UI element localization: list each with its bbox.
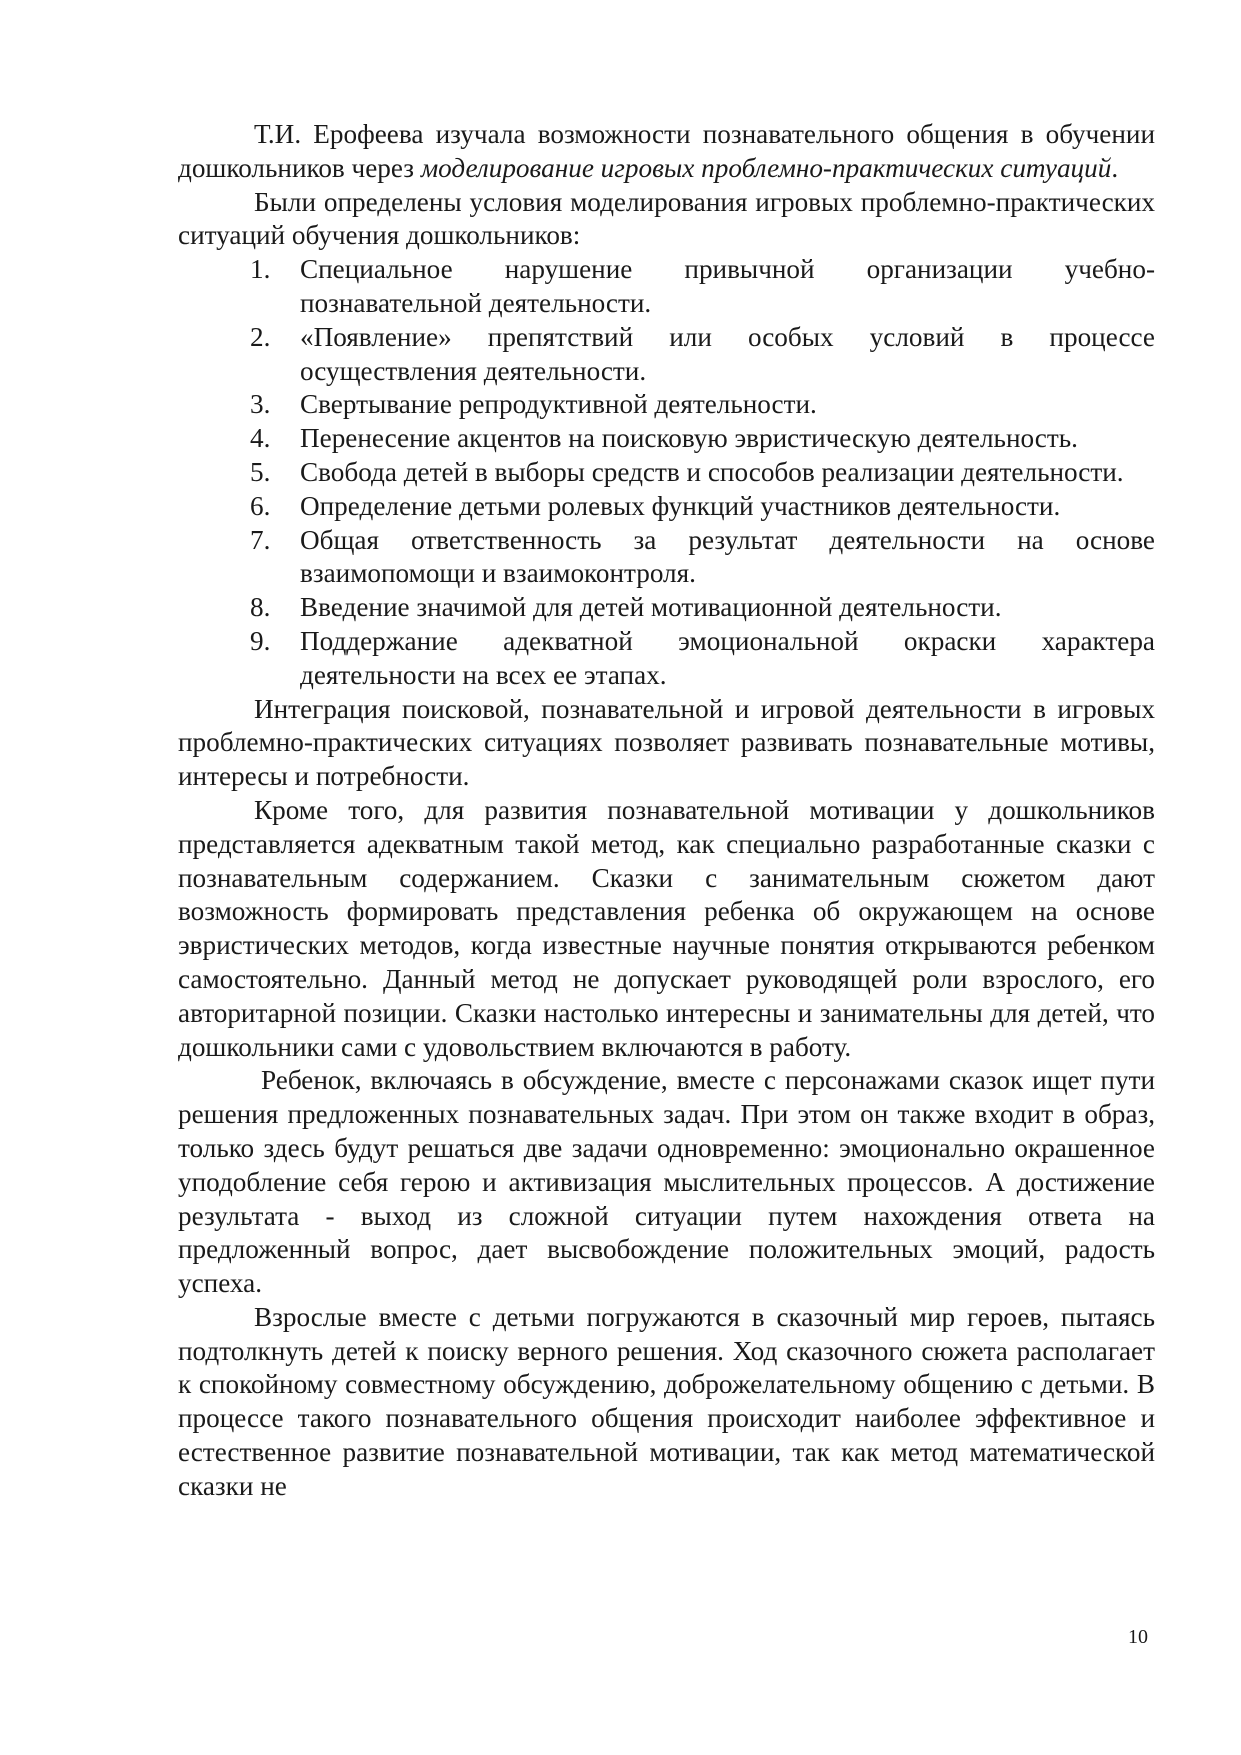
list-item-text: Общая ответственность за результат деятельности на основе взаимопомощи и взаимоконтроля.: [300, 524, 1155, 589]
list-item-text: Введение значимой для детей мотивационной деятельности.: [300, 592, 1002, 623]
list-item-text: Определение детьми ролевых функций участников деятельности.: [300, 490, 1061, 521]
list-item-number: 2.: [250, 321, 271, 352]
paragraph-erofeeva-end: .: [1111, 152, 1119, 183]
list-item-number: 9.: [250, 625, 271, 656]
list-item: [250, 524, 1155, 592]
paragraph-erofeeva-intro: Т.И. Ерофеева изучала возможности познавательного общения в обучении дошкольников через: [178, 119, 1155, 183]
paragraph-adults: Взрослые вместе с детьми погружаются в сказочный мир героев, пытаясь подтолкнуть детей к поиску верного решения. Ход сказочного сюжета располагает к спокойному совместному обсуждению, доброжелательному общению с детьми. В процессе такого познавательного общения происходит наиболее эффективное и естественное развитие познавательной мотивации, так как метод математической сказки не: [178, 1301, 1155, 1501]
paragraph-conditions-intro: Были определены условия моделирования игровых проблемно-практических ситуаций обучения дошкольников:: [178, 186, 1155, 251]
list-item-text: Специальное нарушение привычной организации учебно-познавательной деятельности.: [300, 254, 1155, 318]
page-body: [178, 118, 1155, 1504]
list-item: [250, 456, 1155, 490]
paragraph-erofeeva-emphasis: моделирование игровых проблемно-практических ситуаций: [420, 152, 1112, 183]
list-item: [250, 253, 1155, 321]
list-item-number: 4.: [250, 423, 271, 454]
list-item: [250, 625, 1155, 693]
paragraph-child-discussion: Ребенок, включаясь в обсуждение, вместе с персонажами сказок ищет пути решения предложенных познавательных задач. При этом он также входит в образ, только здесь будут решаться две задачи одновременно: эмоционально окрашенное уподобление себя герою и активизация мыслительных процессов. А достижение результата - выход из сложной ситуации путем нахождения ответа на предложенный вопрос, дает высвобождение положительных эмоций, радость успеха.: [178, 1065, 1155, 1299]
paragraph-fairy-tales: Кроме того, для развития познавательной мотивации у дошкольников представляется адекватным такой метод, как специально разработанные сказки с познавательным содержанием. Сказки с занимательным сюжетом дают возможность формировать представления ребенка об окружающем на основе эвристических методов, когда известные научные понятия открываются ребенком самостоятельно. Данный метод не допускает руководящей роли взрослого, его авторитарной позиции. Сказки настолько интересны и занимательны для детей, что дошкольники сами с удовольствием включаются в работу.: [178, 794, 1155, 1062]
list-item: [250, 388, 1155, 422]
list-item-text: Свертывание репродуктивной деятельности.: [300, 389, 817, 420]
list-item-number: 7.: [250, 524, 271, 555]
list-item-text: Поддержание адекватной эмоциональной окраски характера деятельности на всех ее этапах.: [300, 625, 1155, 690]
list-item-number: 5.: [250, 456, 271, 487]
paragraph-integration: Интеграция поисковой, познавательной и игровой деятельности в игровых проблемно-практических ситуациях позволяет развивать познавательные мотивы, интересы и потребности.: [178, 693, 1155, 792]
list-item: [250, 321, 1155, 389]
list-item-number: 1.: [250, 254, 271, 285]
conditions-list: [178, 253, 1155, 692]
list-item-number: 3.: [250, 389, 271, 420]
list-item: [250, 591, 1155, 625]
list-item-text: Свобода детей в выборы средств и способов реализации деятельности.: [300, 456, 1124, 487]
list-item-text: Перенесение акцентов на поисковую эвристическую деятельность.: [300, 423, 1078, 454]
list-item: [250, 422, 1155, 456]
list-item-number: 6.: [250, 490, 271, 521]
list-item-text: «Появление» препятствий или особых условий в процессе осуществления деятельности.: [300, 321, 1155, 386]
paragraph-erofeeva: [178, 118, 1155, 186]
list-item: [250, 490, 1155, 524]
page-number: 10: [1128, 1626, 1148, 1648]
list-item-number: 8.: [250, 592, 271, 623]
